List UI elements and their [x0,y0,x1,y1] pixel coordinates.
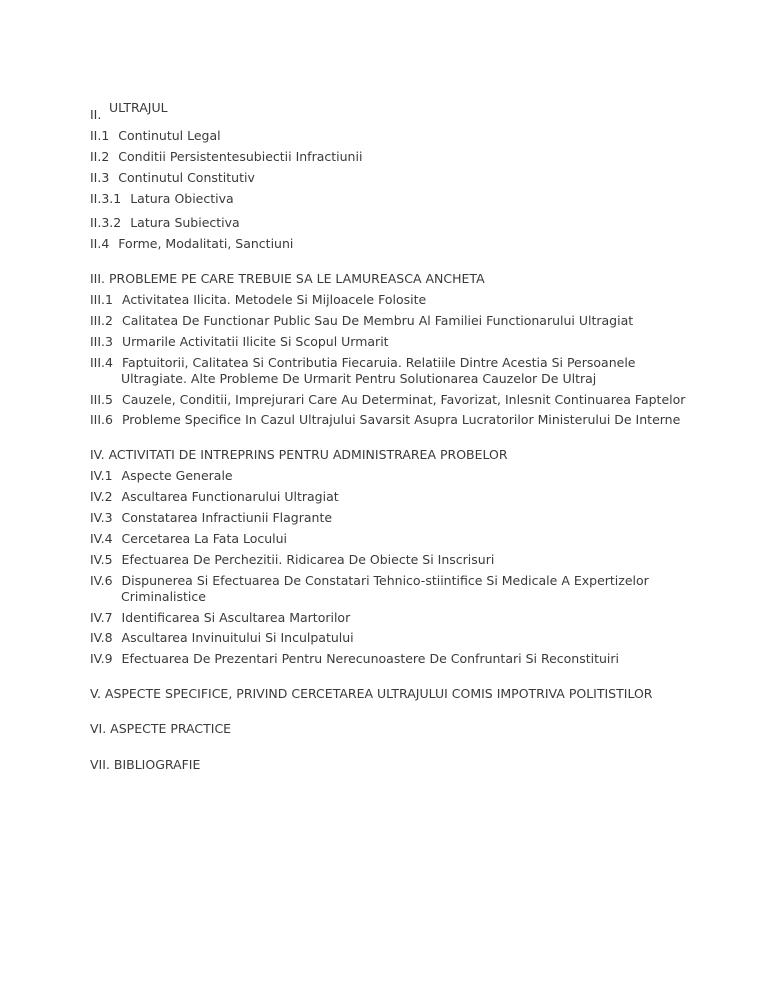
section-7-heading: VII. BIBLIOGRAFIE [90,757,201,772]
toc-item-text: Ascultarea Functionarului Ultragiat [121,489,339,504]
toc-item-number: III.3 [90,334,113,349]
toc-item-text: Identificarea Si Ascultarea Martorilor [121,610,351,625]
toc-item-number: III.6 [90,412,113,427]
toc-item-text: Faptuitorii, Calitatea Si Contributia Fiecaruia. Relatiile Dintre Acestia Si Persoanele [121,355,636,370]
toc-item-2-3-2 [90,215,240,231]
toc-item-number: III.1 [90,292,113,307]
toc-item-number: IV.2 [90,489,113,504]
toc-item-3-6 [90,412,680,428]
toc-item-4-6 [90,573,649,589]
toc-item-text: Ascultarea Invinuitului Si Inculpatului [121,630,354,645]
toc-item-number: III.5 [90,392,113,407]
toc-item-text: Latura Subiectiva [130,215,240,230]
toc-item-number: IV.9 [90,651,113,666]
toc-item-text: Efectuarea De Perchezitii. Ridicarea De Obiecte Si Inscrisuri [121,552,495,567]
toc-item-3-1 [90,292,426,308]
toc-item-text: Dispunerea Si Efectuarea De Constatari Tehnico-stiintifice Si Medicale A Expertizelor [121,573,649,588]
toc-item-number: II.2 [90,149,110,164]
section-3-heading: III. PROBLEME PE CARE TREBUIE SA LE LAMUREASCA ANCHETA [90,271,485,286]
toc-item-2-2 [90,149,362,165]
toc-item-number: IV.8 [90,630,113,645]
toc-item-number: IV.1 [90,468,113,483]
toc-item-number: IV.3 [90,510,113,525]
toc-item-3-2 [90,313,633,329]
toc-item-text: Probleme Specifice In Cazul Ultrajului Savarsit Asupra Lucratorilor Ministerului De Interne [121,412,681,427]
toc-item-4-4 [90,531,287,547]
toc-item-4-1 [90,468,233,484]
toc-item-text: Urmarile Activitatii Ilicite Si Scopul Urmarit [121,334,389,349]
section-6-heading: VI. ASPECTE PRACTICE [90,721,232,736]
toc-item-number: IV.7 [90,610,113,625]
section-2-title: ULTRAJUL [109,100,168,115]
toc-item-3-5 [90,392,685,408]
toc-item-text: Aspecte Generale [121,468,233,483]
toc-item-4-9 [90,651,619,667]
toc-item-2-4 [90,236,293,252]
toc-item-4-3 [90,510,332,526]
toc-item-text: Continutul Legal [118,128,221,143]
toc-item-2-3 [90,170,255,186]
toc-item-number: II.3.1 [90,191,122,206]
toc-item-number: IV.5 [90,552,113,567]
toc-item-text: Calitatea De Functionar Public Sau De Membru Al Familiei Functionarului Ultragiat [121,313,634,328]
toc-item-text: Forme, Modalitati, Sanctiuni [118,236,294,251]
toc-item-2-1 [90,128,221,144]
toc-item-4-2 [90,489,339,505]
toc-item-text: Cercetarea La Fata Locului [121,531,288,546]
toc-item-text: Constatarea Infractiunii Flagrante [121,510,333,525]
toc-item-number: II.4 [90,236,110,251]
section-5-heading: V. ASPECTE SPECIFICE, PRIVIND CERCETAREA ULTRAJULUI COMIS IMPOTRIVA POLITISTILOR [90,686,653,701]
toc-item-text: Activitatea Ilicita. Metodele Si Mijloacele Folosite [121,292,427,307]
toc-item-text: Conditii Persistentesubiectii Infractiunii [118,149,363,164]
toc-item-3-4-continuation: Ultragiate. Alte Probleme De Urmarit Pentru Solutionarea Cauzelor De Ultraj [121,371,597,386]
section-2-number: II. [90,107,102,122]
toc-item-number: IV.4 [90,531,113,546]
toc-item-3-4 [90,355,636,371]
toc-item-4-7 [90,610,350,626]
section-4-heading: IV. ACTIVITATI DE INTREPRINS PENTRU ADMINISTRAREA PROBELOR [90,447,508,462]
toc-item-4-6-continuation: Criminalistice [121,589,206,604]
toc-item-text: Continutul Constitutiv [118,170,255,185]
toc-item-text: Latura Obiectiva [130,191,234,206]
toc-item-number: III.2 [90,313,113,328]
toc-item-4-8 [90,630,354,646]
toc-item-number: II.3.2 [90,215,122,230]
toc-item-text: Efectuarea De Prezentari Pentru Nerecunoastere De Confruntari Si Reconstituiri [121,651,620,666]
toc-item-4-5 [90,552,494,568]
toc-item-number: IV.6 [90,573,113,588]
toc-item-3-3 [90,334,389,350]
toc-item-number: II.1 [90,128,110,143]
toc-item-number: II.3 [90,170,110,185]
toc-item-number: III.4 [90,355,113,370]
toc-item-2-3-1 [90,191,234,207]
toc-item-text: Cauzele, Conditii, Imprejurari Care Au Determinat, Favorizat, Inlesnit Continuarea Faptelor [121,392,686,407]
